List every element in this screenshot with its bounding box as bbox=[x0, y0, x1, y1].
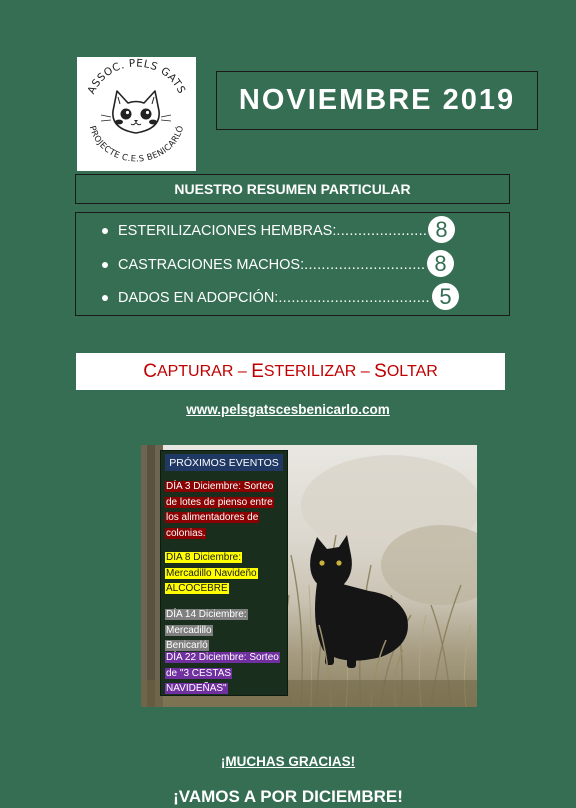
motto-part: – bbox=[356, 362, 375, 380]
event-text: DÍA 3 Diciembre: Sorteo de lotes de pienso entre los alimentadores de colonias. bbox=[166, 481, 274, 539]
thanks-text: ¡MUCHAS GRACIAS! bbox=[220, 754, 356, 769]
bullet-icon bbox=[102, 262, 108, 268]
event-text: DÍA 22 Diciembre: Sorteo de "3 CESTAS NAVIDEÑAS" bbox=[166, 652, 279, 695]
logo-arc-top: ASSOC. PELS GATS bbox=[85, 57, 188, 97]
svg-text:PROJECTE C.E.S BENICARLÓ bbox=[87, 124, 186, 164]
stat-value-badge: 5 bbox=[432, 283, 459, 310]
stat-row-sterilizations bbox=[102, 220, 427, 242]
motto-part: STERILIZAR bbox=[263, 362, 357, 380]
stat-label: CASTRACIONES MACHOS: bbox=[118, 257, 305, 273]
motto-part: E bbox=[251, 360, 264, 382]
bullet-icon bbox=[102, 228, 108, 234]
stat-dots: ................................... bbox=[278, 290, 430, 306]
event-text: DÍA 14 Diciembre: Mercadillo Benicarló bbox=[166, 609, 247, 652]
event-item bbox=[165, 607, 257, 654]
closing-text: ¡VAMOS A POR DICIEMBRE! bbox=[173, 787, 403, 806]
stat-label: ESTERILIZACIONES HEMBRAS: bbox=[118, 223, 337, 239]
logo-arc-bottom: PROJECTE C.E.S BENICARLÓ bbox=[86, 124, 187, 165]
event-item bbox=[165, 479, 281, 541]
event-item bbox=[165, 550, 265, 597]
motto-part: OLTAR bbox=[386, 362, 438, 380]
stat-value-badge: 8 bbox=[427, 250, 454, 277]
website-link[interactable]: www.pelsgatscesbenicarlo.com bbox=[186, 402, 390, 417]
motto-part: – bbox=[233, 362, 252, 380]
association-logo bbox=[77, 57, 196, 171]
motto-part: APTURAR bbox=[156, 362, 234, 380]
svg-text:ASSOC. PELS GATS bbox=[85, 57, 187, 96]
stat-row-castrations bbox=[102, 254, 425, 276]
stats-box bbox=[75, 212, 510, 316]
stat-dots: ............................ bbox=[304, 257, 426, 273]
motto-part: S bbox=[374, 360, 387, 382]
motto-part: C bbox=[143, 360, 157, 382]
stat-label: DADOS EN ADOPCIÓN: bbox=[118, 290, 279, 306]
stat-dots: ..................... bbox=[336, 223, 428, 239]
event-item bbox=[165, 650, 283, 697]
stat-value-badge: 8 bbox=[428, 216, 455, 243]
stat-row-adoptions bbox=[102, 287, 430, 309]
summary-title: NUESTRO RESUMEN PARTICULAR bbox=[75, 174, 510, 204]
bullet-icon bbox=[102, 295, 108, 301]
month-title: NOVIEMBRE 2019 bbox=[216, 71, 538, 130]
cat-face-icon bbox=[77, 57, 196, 171]
events-title: PRÓXIMOS EVENTOS bbox=[165, 454, 283, 471]
event-text: DÍA 8 Diciembre: Mercadillo Navideño ALCOCEBRE bbox=[166, 552, 257, 595]
motto-banner bbox=[76, 353, 505, 390]
